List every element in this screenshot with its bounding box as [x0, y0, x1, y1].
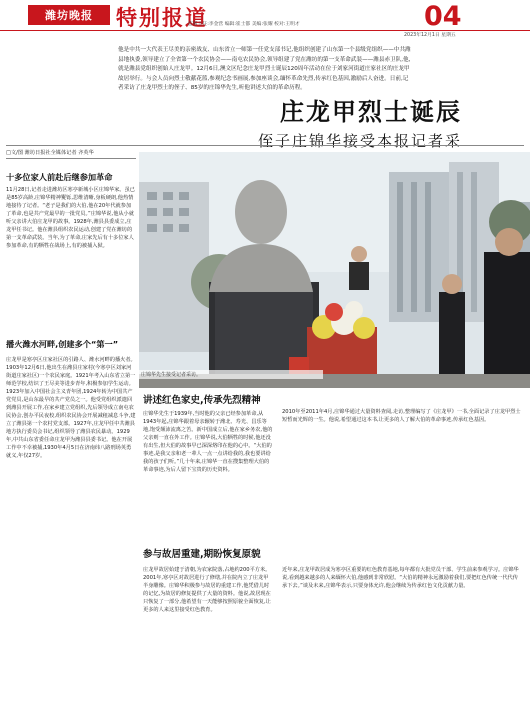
page-number: 04 [424, 1, 462, 32]
body-text-5: 庄龙甲故居始建于清朝,为农家院落,占地约200平方米。2001年,寒亭区对故居进行了修缮,并在院内立了庄龙甲半身雕像。庄锦华积极参与故居的重建工作,他凭借儿时的记忆,为故居的修复提供了大量的资料。他说,故居现在只恢复了一部分,他希望有一天能够按照原貌全面恢复,让更多的人来这里接受红色教育。 [143, 567, 271, 613]
subheadline: 侄子庄锦华接受本报记者采 [258, 132, 463, 150]
headline: 庄龙甲烈士诞辰 [280, 98, 462, 126]
issue-date: 2023年12月1日 星期五 [404, 33, 456, 38]
body-text-4: 2010年至2011年4月,庄锦华通过大量资料查阅,走访,整理编写了《庄龙甲》一书,全面记录了庄龙甲烈士短暂而光辉的一生。他说,希望通过这本书,让更多的人了解大伯的革命事迹,传承红色基因。 [282, 409, 521, 423]
byline: □文/图 潍坊日报社全媒体记者 齐英华 [6, 150, 94, 156]
body-text-6: 近年来,庄龙甲故居成为寒亭区重要的红色教育基地,每年都有大批党员干部、学生前来参观学习。庄锦华说,看到越来越多的人来缅怀大伯,他感到非常欣慰。“大伯的精神永远激励着我们,要把红色传统一代代传承下去。”谈及未来,庄锦华表示,只要身体允许,他会继续为传承红色文化贡献力量。 [282, 567, 519, 589]
interview-photo [139, 152, 530, 388]
section-heading-1: 十多位家人前赴后继参加革命 [6, 172, 113, 182]
newspaper-logo: 潍坊晚报 [28, 5, 110, 25]
byline-divider [6, 158, 136, 159]
lead-divider [6, 145, 524, 146]
body-text-3: 庄锦华先生于1939年,当时他的父亲已经参加革命,从1943年起,庄锦华跟着母亲辗转于潍北、寿光、昌乐等地,饱受颠沛流离之苦。新中国成立后,他在家乡务农,他的父亲则一直在外工作。庄锦华说,大伯牺牲的时候,他还没有出生,但大伯的故事早已深深烙印在他的心中。“大伯的事迹,是我父亲和老一辈人一点一点讲给我的,我也要讲给我的孩子们听。”几十年来,庄锦华一直在搜集整理大伯的革命事迹,为后人留下宝贵的历史资料。 [143, 411, 273, 473]
section-title: 特别报道 [116, 6, 208, 30]
body-text-2: 庄龙甲是寒亭区庄家社区的引路人、潍水河畔的播火者。1903年12月6日,他出生在潍县庄家村(今寒亭区刘家河街道庄家社区)一个农民家庭。1921年考入山东省立第一师范学校,结识了王尽美等进步青年,积极参加学生运动。1923年加入中国社会主义青年团,1924年转为中国共产党党员,是山东最早的共产党员之一。他受党组织派遣回到潍县开展工作,在家乡建立党组织,先后领导成立南屯农民协会,创办平民夜校,组织农民协会开展减租减息斗争,建立了潍县第一个农村党支部。1927年,庄龙甲任中共潍县地方执行委员会书记,组织领导了潍县农民暴动。1929年,中共山东省委任命庄龙甲为潍县县委书记。他在开展工作中不幸被捕,1930年4月5日在济南纬八路刑场英勇就义,年仅27岁。 [6, 357, 136, 459]
body-text-1: 11月28日,记者走进潍坊区寒亭新城小区庄锦华家。虽已是85岁高龄,庄锦华精神矍铄,思维清晰,身板硬朗,他热情地接待了记者。“老子是我们的大伯,他在20年代就参加了革命,也是共产党最早的一批党员。”庄锦华说,他从小就听父亲讲大伯庄龙甲的故事。1928年,潍县县委成立,庄龙甲任书记。他在潍县组织农民运动,创建了党在潍坊的第一支革命武装。当年,为了革命,庄家先后有十多位家人参加革命,有的牺牲在战场上,有的被捕入狱。 [6, 187, 135, 249]
section-heading-3: 讲述红色家史,传承先烈精神 [143, 395, 261, 406]
editor-credits: 监版主任:李金营 编辑:崔士都 美编:张耀 校对:王明才 [188, 22, 300, 27]
section-heading-2: 播火潍水河畔,创建多个“第一” [6, 339, 119, 349]
photo-caption: 庄锦华先生接受记者采访。 [139, 370, 323, 379]
lead-paragraph: 他是中共一大代表王尽美的亲密战友、山东省立一师第一任党支部书记,他组织创建了山东第一个县级党组织——中共潍县地执委,领导建立了全省第一个农民协会——南屯农民协会,领导组建了党在潍坊的第一支革命武装——潍县赤卫队,他,就是潍县党组织创始人庄龙甲。12月6日,澳文区纪念庄龙甲烈士诞辰120周年活动在位于刘家河街道庄家社区的庄龙甲故居举行。与会人员向烈士敬献花篮,参观纪念书画展,参加座谈会,缅怀革命先烈,传承红色基因,激励后人奋进。日前,记者采访了庄龙甲烈士的侄子、85岁的庄锦华先生,听他讲述大伯的革命历程。 [118, 47, 411, 92]
section-heading-4: 参与故居重建,期盼恢复原貌 [143, 549, 261, 560]
